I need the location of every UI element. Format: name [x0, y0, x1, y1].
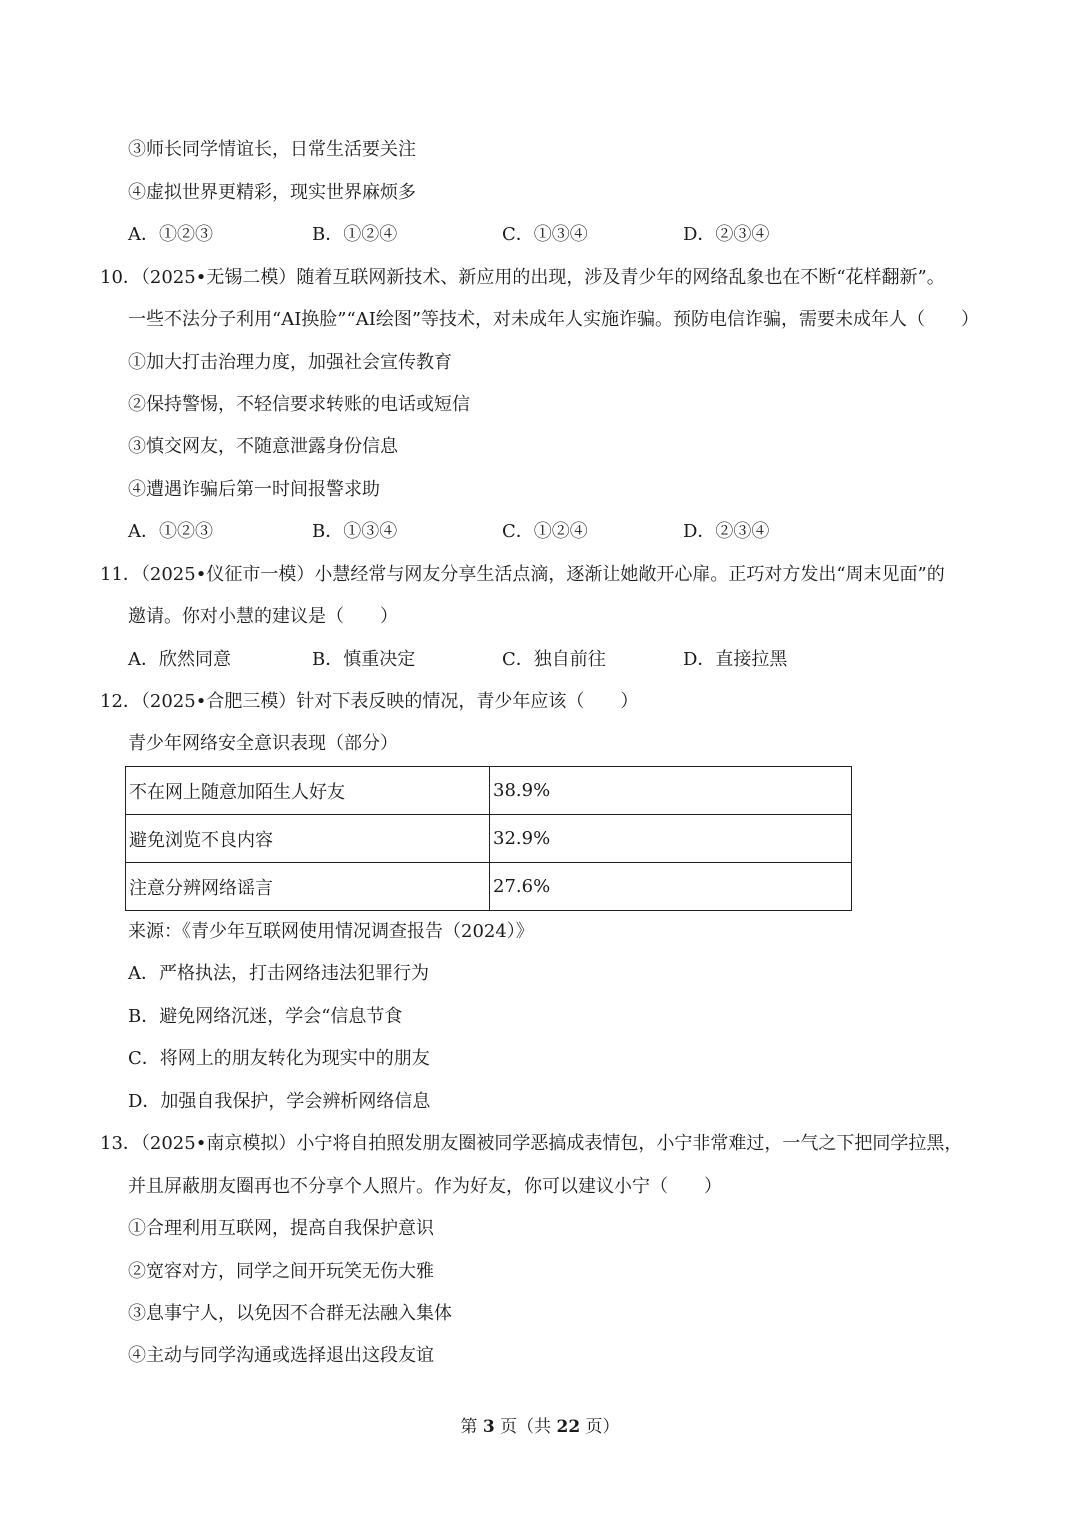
q10-stem-line1: 10．（2025•无锡二模）随着互联网新技术、新应用的出现，涉及青少年的网络乱象也在不断“花样翻新”。: [100, 267, 945, 288]
q10-option-d: D．②③④: [683, 521, 770, 542]
page-number: 3: [482, 1417, 495, 1437]
q13-item-3: ③息事宁人，以免因不合群无法融入集体: [128, 1303, 452, 1324]
q9-option-b: B．①②④: [312, 224, 398, 245]
q12-stem: 12．（2025•合肥三模）针对下表反映的情况，青少年应该（ ）: [100, 691, 639, 712]
q12-source: 来源：《青少年互联网使用情况调查报告（2024）》: [128, 921, 534, 942]
table-row: [126, 863, 852, 911]
q10-item-2: ②保持警惕，不轻信要求转账的电话或短信: [128, 394, 470, 415]
q9-option-a: A．①②③: [128, 224, 213, 245]
q12-table-title: 青少年网络安全意识表现（部分）: [128, 733, 398, 754]
q13-stem-line2: 并且屏蔽朋友圈再也不分享个人照片。作为好友，你可以建议小宁（ ）: [128, 1176, 722, 1197]
table-row: [126, 815, 852, 863]
q12-option-c: C．将网上的朋友转化为现实中的朋友: [128, 1048, 430, 1069]
q12-option-a: A．严格执法，打击网络违法犯罪行为: [128, 963, 429, 984]
q10-item-4: ④遭遇诈骗后第一时间报警求助: [128, 479, 380, 500]
q10-item-3: ③慎交网友，不随意泄露身份信息: [128, 436, 398, 457]
table-row: [126, 767, 852, 815]
q11-option-d: D．直接拉黑: [683, 649, 788, 670]
q10-option-c: C．①②④: [502, 521, 588, 542]
q9-item-3: ③师长同学情谊长，日常生活要关注: [128, 139, 416, 160]
q11-option-c: C．独自前往: [502, 649, 606, 670]
table-cell-label: 不在网上随意加陌生人好友: [126, 767, 490, 815]
page-footer: [0, 1415, 1080, 1439]
q11-stem-line1: 11．（2025•仪征市一模）小慧经常与网友分享生活点滴，逐渐让她敞开心扉。正巧对方发出“周末见面”的: [100, 564, 945, 585]
table-cell-label: 避免浏览不良内容: [126, 815, 490, 863]
q9-option-c: C．①③④: [502, 224, 588, 245]
q11-option-b: B．慎重决定: [312, 649, 416, 670]
q11-option-a: A．欣然同意: [128, 649, 231, 670]
q11-options: [128, 647, 928, 673]
table-cell-value: 32.9%: [490, 815, 852, 863]
q13-stem-line1: 13．（2025•南京模拟）小宁将自拍照发朋友圈被同学恶搞成表情包，小宁非常难过，一气之下把同学拉黑，: [100, 1133, 963, 1154]
q12-option-d: D．加强自我保护，学会辨析网络信息: [128, 1091, 431, 1112]
footer-suffix: 页）: [580, 1417, 620, 1437]
table-cell-value: 27.6%: [490, 863, 852, 911]
q10-item-1: ①加大打击治理力度，加强社会宣传教育: [128, 352, 452, 373]
total-pages: 22: [556, 1417, 581, 1437]
q12-option-b: B．避免网络沉迷，学会“信息节食: [128, 1006, 403, 1027]
q10-option-a: A．①②③: [128, 521, 213, 542]
q10-option-b: B．①③④: [312, 521, 398, 542]
q9-options: [128, 222, 928, 248]
footer-prefix: 第: [460, 1417, 483, 1437]
table-cell-value: 38.9%: [490, 767, 852, 815]
q10-stem-line2: 一些不法分子利用“AI换脸”“AI绘图”等技术，对未成年人实施诈骗。预防电信诈骗，需要未成年人（ ）: [128, 309, 980, 330]
q10-options: [128, 519, 928, 545]
q13-item-1: ①合理利用互联网，提高自我保护意识: [128, 1218, 434, 1239]
q13-item-2: ②宽容对方，同学之间开玩笑无伤大雅: [128, 1261, 434, 1282]
q12-data-table: [125, 766, 852, 911]
q11-stem-line2: 邀请。你对小慧的建议是（ ）: [128, 606, 398, 627]
table-cell-label: 注意分辨网络谣言: [126, 863, 490, 911]
q13-item-4: ④主动与同学沟通或选择退出这段友谊: [128, 1345, 434, 1366]
q9-option-d: D．②③④: [683, 224, 770, 245]
q9-item-4: ④虚拟世界更精彩，现实世界麻烦多: [128, 182, 416, 203]
footer-mid: 页（共: [494, 1417, 557, 1437]
